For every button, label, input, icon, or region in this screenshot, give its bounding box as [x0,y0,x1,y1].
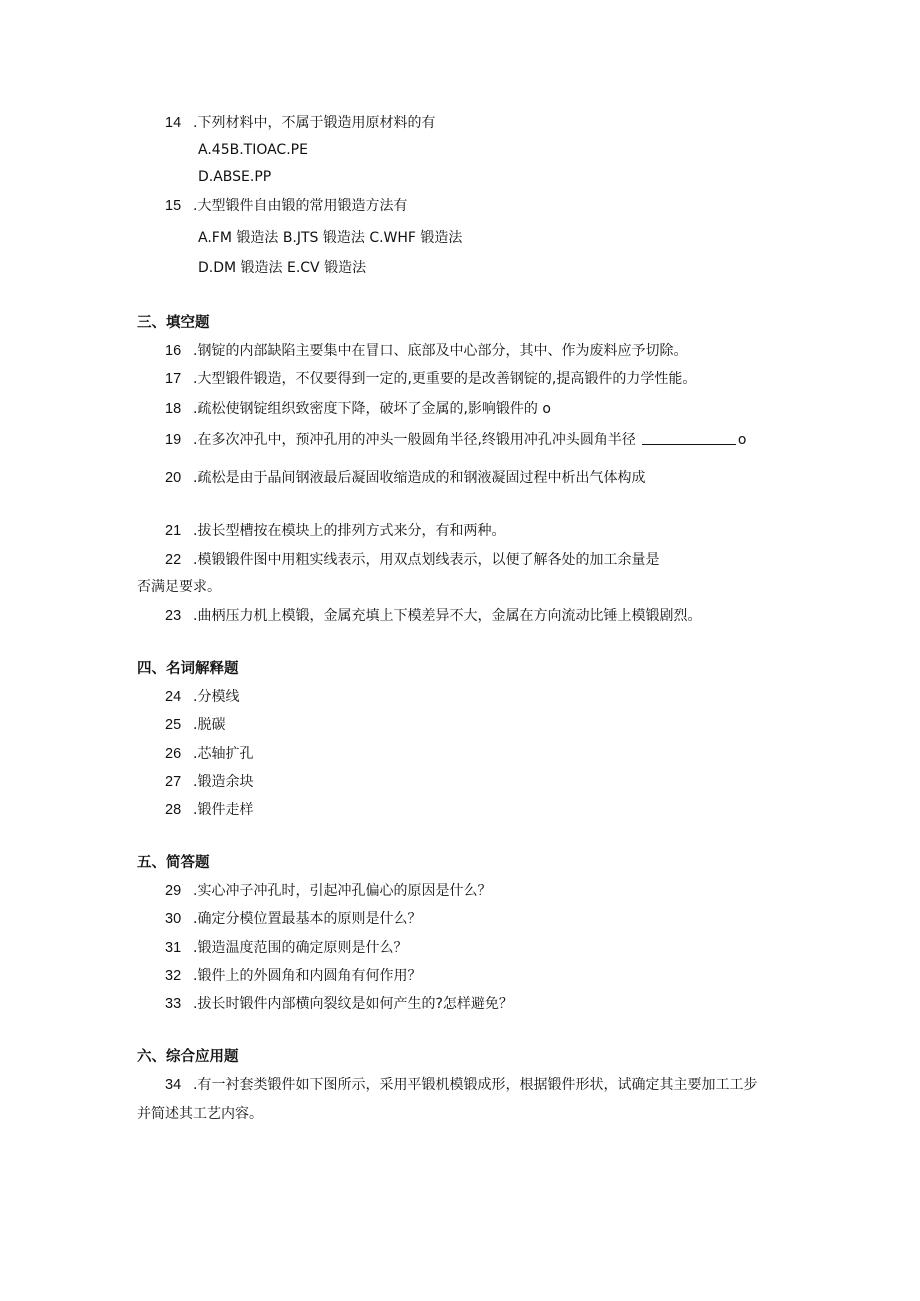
question-text: .确定分模位置最基本的原则是什么？ [193,911,422,927]
section-4-title: 四、名词解释题 [137,661,239,677]
question-text: .拔长时锻件内部横向裂纹是如何产生的?怎样避免？ [193,996,513,1012]
answer-blank [642,432,736,445]
question-number: 30 [165,911,182,927]
question-14-options-line-2: D.ABSE.PP [198,169,272,185]
question-number: 26 [165,746,182,762]
question-22-continuation: 否满足要求。 [137,579,221,595]
question-number: 25 [165,717,182,733]
question-number: 27 [165,774,182,790]
section-5-title: 五、简答题 [137,855,210,871]
question-number: 34 [165,1077,182,1093]
question-text: .分模线 [193,689,240,705]
question-text-main: .在多次冲孔中，预冲孔用的冲头一般圆角半径,终锻用冲孔冲头圆角半径 [193,432,636,448]
question-14-options-line-1: A.45B.TIOAC.PE [198,142,308,158]
question-number: 20 [165,470,182,486]
question-text-tail: o [737,432,747,448]
question-34-continuation: 并简述其工艺内容。 [137,1106,263,1122]
question-number: 32 [165,968,182,984]
question-text: .疏松是由于晶间钢液最后凝固收缩造成的和钢液凝固过程中析出气体构成 [193,470,646,486]
question-text: .大型锻件自由锻的常用锻造方法有 [193,198,408,214]
question-text: .锻造余块 [193,774,254,790]
question-text: .锻件走样 [193,802,254,818]
question-number: 31 [165,940,182,956]
question-number: 14 [165,115,182,131]
question-number: 33 [165,996,182,1012]
question-text: .有一衬套类锻件如下图所示，采用平锻机模锻成形，根据锻件形状，试确定其主要加工工步 [193,1077,758,1093]
question-text: .曲柄压力机上模锻，金属充填上下模差异不大，金属在方向流动比锤上模锻剧烈。 [193,608,702,624]
question-number: 16 [165,343,182,359]
question-text: .拔长型槽按在模块上的排列方式来分，有和两种。 [193,523,506,539]
question-number: 18 [165,401,182,417]
question-text: .钢锭的内部缺陷主要集中在冒口、底部及中心部分，其中、作为废料应予切除。 [193,343,688,359]
question-text: .模锻锻件图中用粗实线表示，用双点划线表示，以便了解各处的加工余量是 [193,552,660,568]
question-text: .实心冲子冲孔时，引起冲孔偏心的原因是什么？ [193,883,492,899]
question-text: .锻造温度范围的确定原则是什么？ [193,940,408,956]
question-text: .下列材料中，不属于锻造用原材料的有 [193,115,436,131]
question-number: 23 [165,608,182,624]
question-number: 24 [165,689,182,705]
question-text [193,430,746,450]
question-text: .疏松使钢锭组织致密度下降，破坏了金属的,影响锻件的 o [193,401,551,417]
question-number: 21 [165,523,182,539]
section-6-title: 六、综合应用题 [137,1049,239,1065]
question-text: .脱碳 [193,717,226,733]
question-number: 22 [165,552,182,568]
question-number: 28 [165,802,182,818]
question-number: 29 [165,883,182,899]
question-15-options-line-1: A.FM 锻造法 B.JTS 锻造法 C.WHF 锻造法 [198,230,463,246]
section-3-title: 三、填空题 [137,315,210,331]
question-number: 15 [165,198,182,214]
question-text: .芯轴扩孔 [193,746,254,762]
question-number: 19 [165,432,182,448]
question-15-options-line-2: D.DM 锻造法 E.CV 锻造法 [198,260,367,276]
question-number: 17 [165,371,182,387]
question-text: .大型锻件锻造，不仅要得到一定的,更重要的是改善钢锭的,提高锻件的力学性能。 [193,371,697,387]
question-text: .锻件上的外圆角和内圆角有何作用？ [193,968,422,984]
